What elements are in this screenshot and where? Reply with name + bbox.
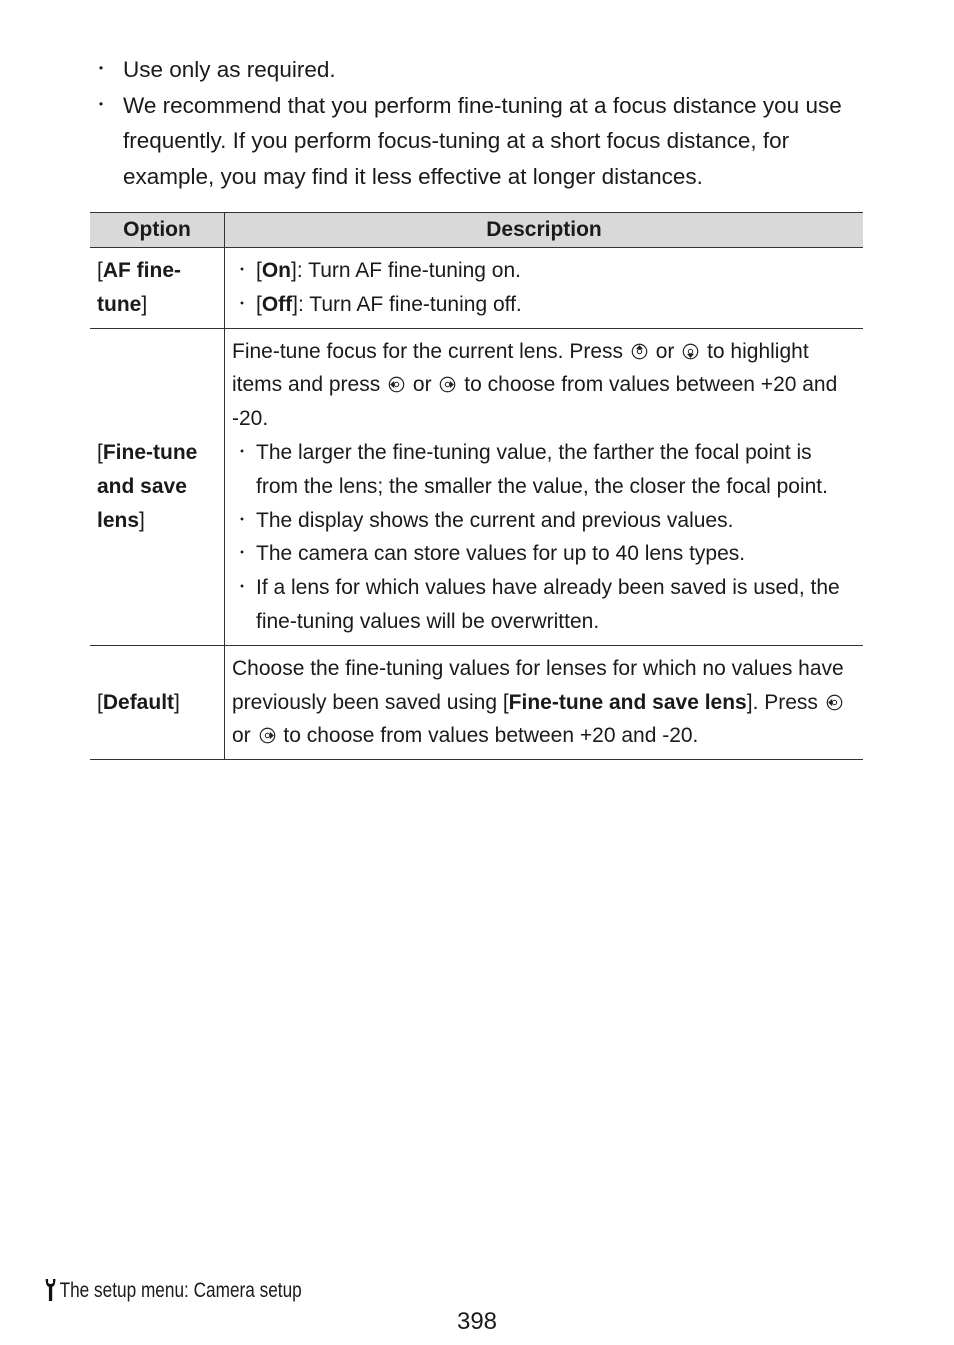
text: to highlight items and press bbox=[232, 339, 809, 397]
option-name: AF fine-tune bbox=[97, 259, 181, 316]
list-item: ・ The display shows the current and previous values. bbox=[232, 504, 853, 538]
column-header-option: Option bbox=[90, 213, 225, 248]
column-header-description: Description bbox=[225, 213, 864, 248]
description-intro bbox=[232, 335, 853, 436]
multi-selector-up-icon bbox=[631, 343, 648, 360]
multi-selector-down-icon bbox=[682, 343, 699, 360]
wrench-icon bbox=[44, 1278, 57, 1302]
text: Fine-tune focus for the current lens. Press bbox=[232, 339, 624, 363]
list-item: ・ [On]: Turn AF fine-tuning on. bbox=[232, 254, 853, 288]
setting-off-label: Off bbox=[261, 292, 293, 316]
multi-selector-right-icon bbox=[259, 727, 276, 744]
option-cell: [Fine-tune and save lens] bbox=[90, 328, 225, 645]
text: Choose the fine-tuning values for lenses for which no values have previously been saved using [ bbox=[232, 656, 844, 714]
option-cell: [Default] bbox=[90, 645, 225, 759]
option-name: Fine-tune and save lens bbox=[97, 440, 198, 532]
list-item: ・ [Off]: Turn AF fine-tuning off. bbox=[232, 288, 853, 322]
table-row bbox=[90, 248, 863, 329]
list-item: ・ The camera can store values for up to 40 lens types. bbox=[232, 537, 853, 571]
option-cell: [AF fine-tune] bbox=[90, 248, 225, 329]
table-row bbox=[90, 645, 863, 759]
multi-selector-left-icon bbox=[388, 376, 405, 393]
description-cell bbox=[225, 645, 864, 759]
text: or bbox=[655, 339, 675, 363]
multi-selector-left-icon bbox=[826, 694, 843, 711]
intro-bullets bbox=[98, 52, 868, 194]
table-row bbox=[90, 328, 863, 645]
bullet-item: ・ Use only as required. bbox=[98, 52, 868, 88]
multi-selector-right-icon bbox=[439, 376, 456, 393]
setting-on-label: On bbox=[261, 259, 292, 282]
text: to choose from values between +20 and -20. bbox=[232, 373, 838, 431]
text: or bbox=[232, 724, 251, 748]
text: or bbox=[412, 373, 432, 397]
page-number: 398 bbox=[456, 1308, 498, 1335]
options-table bbox=[90, 212, 863, 760]
section-footer[interactable] bbox=[44, 1278, 302, 1303]
description-cell bbox=[225, 248, 864, 329]
setting-off-text: : Turn AF fine-tuning off. bbox=[298, 292, 522, 316]
description-cell bbox=[225, 328, 864, 645]
setting-on-text: : Turn AF fine-tuning on. bbox=[296, 259, 521, 282]
list-item: ・ If a lens for which values have already been saved is used, the fine-tuning values will be overwritten. bbox=[232, 571, 853, 639]
section-title: The setup menu: Camera setup bbox=[59, 1279, 302, 1302]
option-name: Default bbox=[102, 690, 175, 714]
menu-reference: Fine-tune and save lens bbox=[508, 690, 747, 714]
table-header-row bbox=[90, 213, 863, 248]
text: ]. Press bbox=[746, 690, 818, 714]
bullet-item: ・ We recommend that you perform fine-tuning at a focus distance you use frequently. If you perform focus-tuning at a short focus distance, for example, you may find it less effective at longer distances. bbox=[98, 88, 868, 195]
text: to choose from values between +20 and -20. bbox=[283, 724, 699, 748]
list-item: ・ The larger the fine-tuning value, the farther the focal point is from the lens; the smaller the value, the closer the focal point. bbox=[232, 436, 853, 504]
